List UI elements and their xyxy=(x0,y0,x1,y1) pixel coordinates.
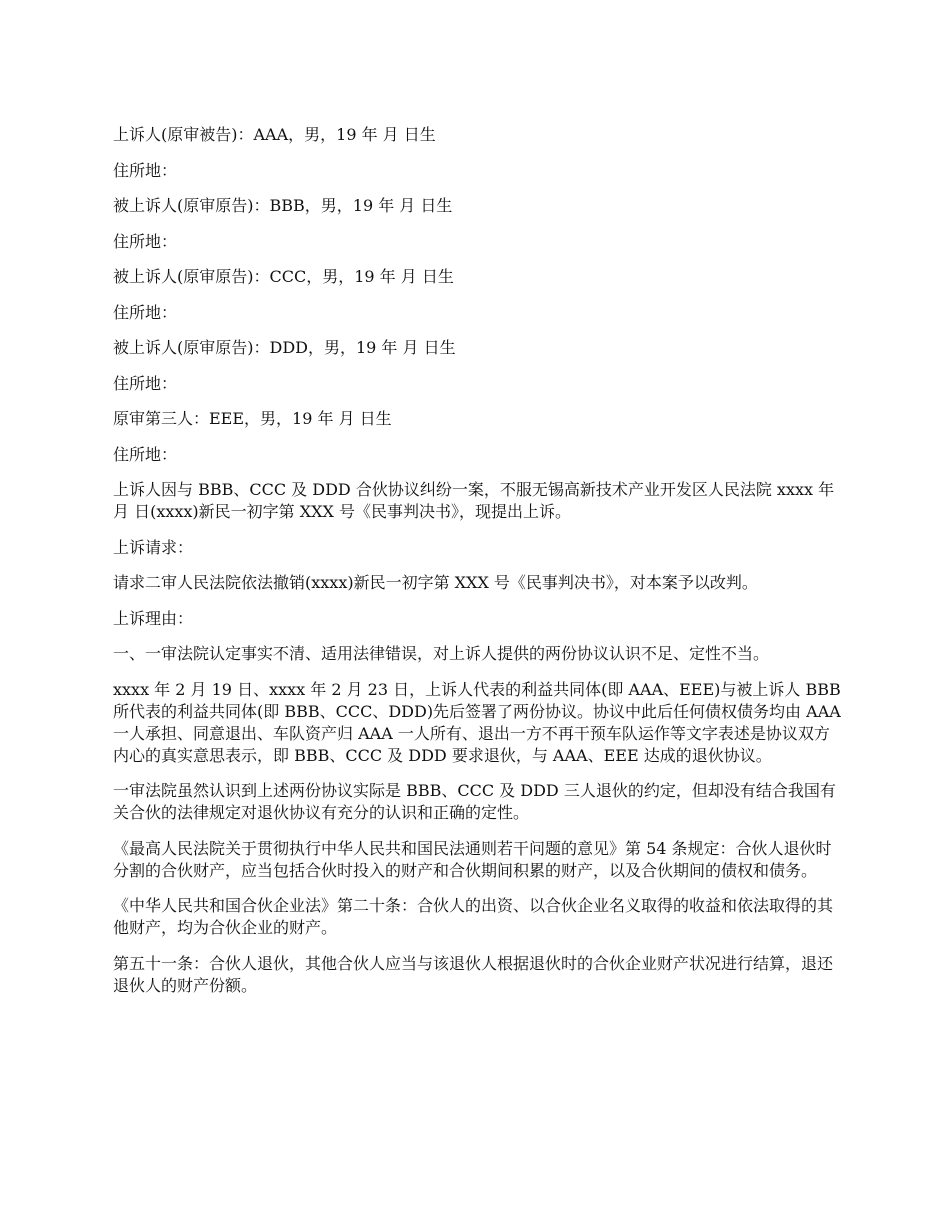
appellant-line: 上诉人(原审被告)：AAA，男，19 年 月 日生 xyxy=(113,125,436,144)
address-line: 住所地： xyxy=(113,231,178,251)
agreement-paragraph: xxxx 年 2 月 19 日、xxxx 年 2 月 23 日，上诉人代表的利益共同体(即 AAA、EEE)与被上诉人 BBB 所代表的利益共同体(即 BBB、CCC、DDD)先后签署了两份协议。协议中此后任何债权债务均由 AAA 一人承担、同意退出、车队资产归 AAA 一人所有、退出一方不再干预车队运作等文字表述是协议双方内心的真实意思表示，即 BBB、CCC 及 DDD 要求退伙，与 AAA、EEE 达成的退伙协议。 xyxy=(113,679,841,765)
address-line: 住所地： xyxy=(113,160,178,180)
appellee-ccc-line: 被上诉人(原审原告)：CCC，男，19 年 月 日生 xyxy=(113,267,454,286)
partnership-law-article-51-paragraph: 第五十一条：合伙人退伙，其他合伙人应当与该退伙人根据退伙时的合伙企业财产状况进行结算，退还退伙人的财产份额。 xyxy=(113,953,834,995)
address-line: 住所地： xyxy=(113,444,178,464)
reason-one-heading: 一、一审法院认定事实不清、适用法律错误，对上诉人提供的两份协议认识不足、定性不当。 xyxy=(113,644,770,663)
appeal-reasons-heading: 上诉理由： xyxy=(113,608,194,628)
case-intro-paragraph: 上诉人因与 BBB、CCC 及 DDD 合伙协议纠纷一案，不服无锡高新技术产业开发区人民法院 xxxx 年 月 日(xxxx)新民一初字第 XXX 号《民事判决书》，现提出上诉。 xyxy=(113,480,835,521)
address-line: 住所地： xyxy=(113,302,178,322)
appellee-ddd-line: 被上诉人(原审原告)：DDD，男，19 年 月 日生 xyxy=(113,338,456,357)
appeal-request-paragraph: 请求二审人民法院依法撤销(xxxx)新民一初字第 XXX 号《民事判决书》，对本案予以改判。 xyxy=(113,573,758,592)
appeal-request-heading: 上诉请求： xyxy=(113,537,194,557)
partnership-law-article-20-paragraph: 《中华人民共和国合伙企业法》第二十条：合伙人的出资、以合伙企业名义取得的收益和依法取得的其他财产，均为合伙企业的财产。 xyxy=(113,896,834,937)
address-line: 住所地： xyxy=(113,373,178,393)
appellee-bbb-line: 被上诉人(原审原告)：BBB，男，19 年 月 日生 xyxy=(113,196,453,215)
supreme-court-opinion-paragraph: 《最高人民法院关于贯彻执行中华人民共和国民法通则若干问题的意见》第 54 条规定：合伙人退伙时分割的合伙财产，应当包括合伙时投入的财产和合伙期间积累的财产，以及合伙期间的债权和债务。 xyxy=(113,838,832,880)
document-body xyxy=(113,124,841,1010)
first-instance-paragraph: 一审法院虽然认识到上述两份协议实际是 BBB、CCC 及 DDD 三人退伙的约定，但却没有结合我国有关合伙的法律规定对退伙协议有充分的认识和正确的定性。 xyxy=(113,781,836,822)
third-party-line: 原审第三人：EEE，男，19 年 月 日生 xyxy=(113,409,392,428)
